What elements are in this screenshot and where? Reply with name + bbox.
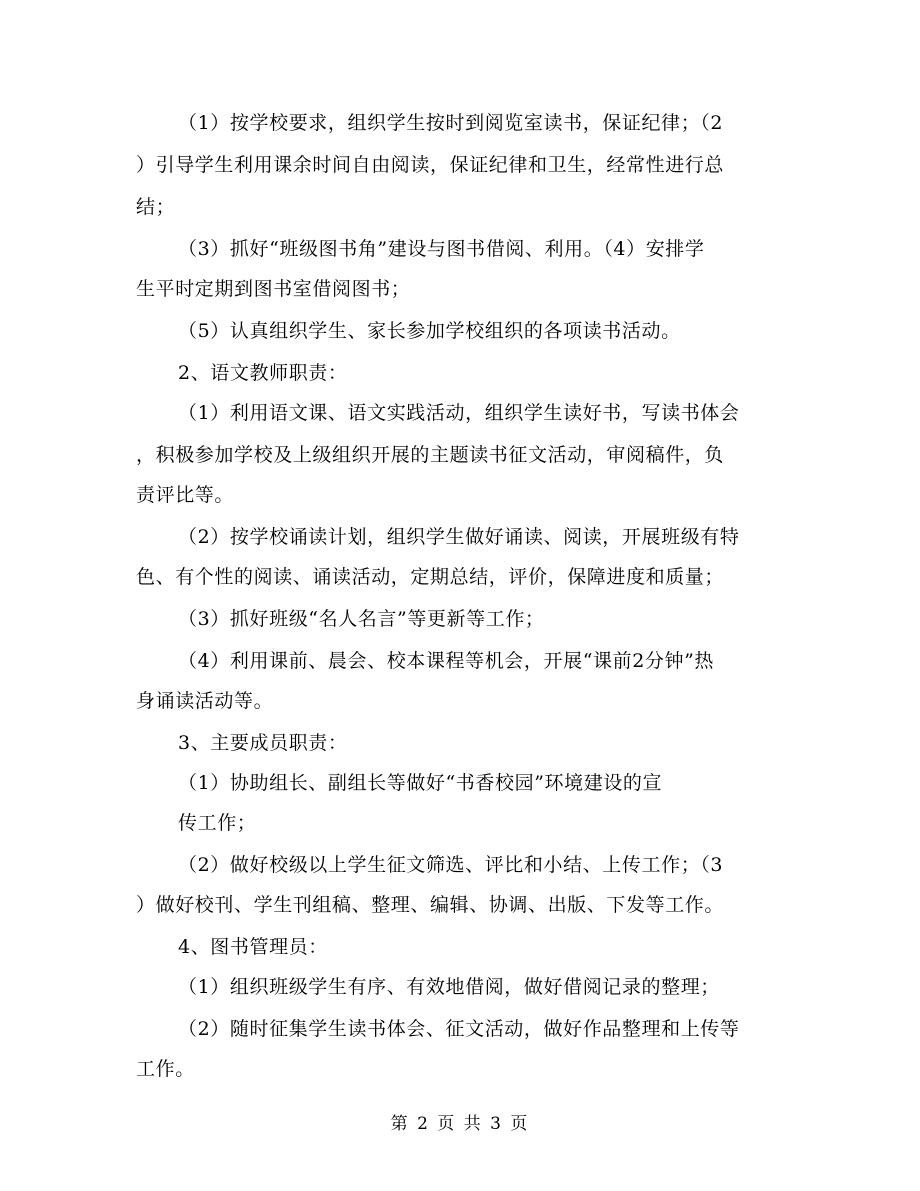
- text-line: 责评比等。: [136, 484, 235, 506]
- text-line: 生平时定期到图书室借阅图书；: [136, 278, 411, 300]
- text-line: （3）抓好“班级图书角”建设与图书借阅、利用。（4）安排学: [178, 238, 705, 260]
- text-line: （1）利用语文课、语文实践活动，组织学生读好书，写读书体会: [178, 402, 740, 424]
- text-line: 传工作；: [178, 812, 257, 834]
- text-line: 结；: [136, 196, 176, 218]
- text-line: 身诵读活动等。: [136, 690, 274, 712]
- text-line: ，积极参加学校及上级组织开展的主题读书征文活动，审阅稿件，负: [136, 444, 725, 466]
- text-line: （1）按学校要求，组织学生按时到阅览室读书，保证纪律；（2: [178, 112, 724, 134]
- text-line: 色、有个性的阅读、诵读活动，定期总结，评价，保障进度和质量；: [136, 566, 725, 588]
- page-number-footer: 第 2 页 共 3 页: [390, 1114, 530, 1134]
- text-line: （2）做好校级以上学生征文筛选、评比和小结、上传工作；（3: [178, 854, 724, 876]
- text-line: （2）随时征集学生读书体会、征文活动，做好作品整理和上传等: [178, 1018, 740, 1040]
- text-line: （4）利用课前、晨会、校本课程等机会，开展“课前2分钟”热: [178, 650, 715, 672]
- section-heading: 3、主要成员职责：: [178, 732, 348, 754]
- text-line: （3）抓好班级“名人名言”等更新等工作；: [178, 608, 545, 630]
- section-heading: 4、图书管理员：: [178, 936, 328, 958]
- text-line: （5）认真组织学生、家长参加学校组织的各项读书活动。: [178, 320, 681, 342]
- text-line: 工作。: [136, 1058, 195, 1080]
- text-line: （2）按学校诵读计划，组织学生做好诵读、阅读，开展班级有特: [178, 526, 740, 548]
- text-line: （1）组织班级学生有序、有效地借阅，做好借阅记录的整理；: [178, 976, 720, 998]
- text-line: ）引导学生利用课余时间自由阅读，保证纪律和卫生，经常性进行总: [136, 154, 725, 176]
- section-heading: 2、语文教师职责：: [178, 362, 348, 384]
- text-line: （1）协助组长、副组长等做好“书香校园”环境建设的宣: [178, 772, 663, 794]
- text-line: ）做好校刊、学生刊组稿、整理、编辑、协调、出版、下发等工作。: [136, 894, 725, 916]
